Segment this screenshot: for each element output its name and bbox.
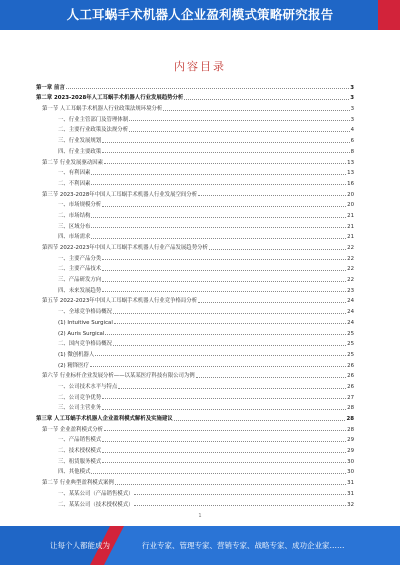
toc-entry[interactable] [36,411,354,422]
toc-leader-dots [196,377,346,378]
toc-entry[interactable] [36,454,354,465]
toc-leader-dots [102,152,349,153]
toc-entry[interactable] [36,198,354,209]
toc-entry[interactable] [36,315,354,326]
toc-entry-page: 3 [350,116,354,123]
toc-leader-dots [90,366,346,367]
toc-leader-dots [102,452,346,453]
toc-entry-page: 23 [347,287,354,294]
toc-entry[interactable] [36,123,354,134]
toc-leader-dots [91,473,346,474]
toc-entry[interactable] [36,144,354,155]
toc-entry-page: 28 [347,405,354,412]
toc-entry-label: 第三节 2023-2028年中国人工耳蜗手术机器人行业发展空间分析 [42,191,198,198]
toc-entry-label: 三、公司主营业务 [58,405,102,412]
toc-entry-label: 第一节 人工耳蜗手术机器人行业政策法规环境分析 [42,106,163,113]
toc-entry-page: 22 [347,266,354,273]
toc-leader-dots [104,430,346,431]
toc-entry-page: 21 [347,223,354,230]
toc-leader-dots [102,441,346,442]
toc-entry-page: 4 [350,127,354,134]
toc-entry-page: 24 [347,309,354,316]
toc-leader-dots [113,345,346,346]
toc-entry-page: 31 [347,480,354,487]
toc-entry[interactable] [36,230,354,241]
toc-leader-dots [91,227,346,228]
toc-heading: 内容目录 [174,60,226,73]
toc-entry-label: 第二节 行业发展驱动因素 [42,159,104,166]
toc-entry-page: 3 [350,106,354,113]
toc-entry-label: (2) 精锋医疗 [58,362,89,369]
toc-leader-dots [95,355,346,356]
toc-entry-page: 20 [347,191,354,198]
toc-entry-label: 二、不利因素 [58,180,91,187]
toc-entry-label: 一、市场规模分析 [58,202,102,209]
toc-entry[interactable] [36,422,354,433]
toc-entry[interactable] [36,251,354,262]
toc-leader-dots [105,334,346,335]
toc-entry[interactable] [36,337,354,348]
toc-leader-dots [91,238,346,239]
toc-entry[interactable] [36,101,354,112]
toc-leader-dots [129,131,349,132]
toc-leader-dots [102,206,346,207]
toc-entry-label: 一、公司技术水平与特点 [58,383,118,390]
toc-entry-label: 一、全球竞争格局概况 [58,309,112,316]
toc-leader-dots [118,388,346,389]
toc-leader-dots [134,505,346,506]
toc-leader-dots [102,409,346,410]
toc-entry[interactable] [36,272,354,283]
toc-leader-dots [129,120,349,121]
toc-entry-page: 25 [347,351,354,358]
toc-leader-dots [104,163,346,164]
toc-leader-dots [102,398,346,399]
toc-entry-label: 第一节 企业盈利模式分析 [42,426,104,433]
toc-leader-dots [102,291,346,292]
toc-leader-dots [102,281,346,282]
toc-entry-label: 第二章 2023-2028年人工耳蜗手术机器人行业发展趋势分析 [36,95,184,102]
toc-entry[interactable] [36,262,354,273]
toc-entry-page: 24 [347,298,354,305]
toc-entry-page: 13 [347,159,354,166]
toc-entry-page: 27 [347,394,354,401]
toc-leader-dots [198,302,346,303]
toc-entry-page: 28 [346,416,354,422]
toc-entry-page: 29 [347,437,354,444]
toc-entry[interactable] [36,166,354,177]
toc-leader-dots [102,462,346,463]
toc-entry-label: 三、行业发展规划 [58,138,102,145]
toc-entry-page: 6 [350,138,354,145]
toc-entry-page: 22 [347,277,354,284]
toc-entry-label: 一、主要产品分类 [58,255,102,262]
toc-entry-label: 第一章 前言 [36,84,65,91]
toc-entry-label: 二、国内竞争格局概况 [58,341,112,348]
header-bar [0,0,400,30]
table-of-contents [36,80,354,508]
toc-entry-page: 28 [347,426,354,433]
toc-entry-page: 16 [347,180,354,187]
toc-leader-dots [114,323,346,324]
toc-entry-page: 26 [347,362,354,369]
toc-entry-page: 25 [347,341,354,348]
toc-entry-label: (1) 微创机器人 [58,351,95,358]
toc-entry[interactable] [36,358,354,369]
toc-leader-dots [102,270,346,271]
toc-leader-dots [91,217,346,218]
toc-entry[interactable] [36,187,354,198]
toc-entry-page: 22 [347,245,354,251]
toc-entry-label: 四、未来发展趋势 [58,287,102,294]
toc-entry[interactable] [36,304,354,315]
toc-entry-page: 30 [347,458,354,465]
toc-entry-page: 3 [350,84,354,91]
toc-entry-label: 二、主要产品技术 [58,266,102,273]
toc-entry-page: 3 [350,95,354,102]
toc-leader-dots [184,99,349,100]
toc-entry[interactable] [36,326,354,337]
toc-entry[interactable] [36,219,354,230]
toc-entry-label: 一、有利因素 [58,170,91,177]
toc-entry[interactable] [36,465,354,476]
toc-entry-page: 22 [347,255,354,262]
toc-entry[interactable] [36,176,354,187]
toc-entry-page: 25 [347,330,354,337]
footer-slogan-left: 让每个人都能成为 [50,541,110,550]
toc-entry-page: 30 [347,469,354,476]
toc-entry-label: 一、某某公司（产品销售模式） [58,490,134,497]
toc-entry-label: 第四节 2022-2023年中国人工耳蜗手术机器人行业产品发展趋势分析 [42,245,208,251]
toc-entry-label: 三、区域分布 [58,223,91,230]
toc-entry[interactable] [36,294,354,305]
toc-entry[interactable] [36,347,354,358]
toc-entry-page: 32 [347,501,354,508]
toc-entry[interactable] [36,497,354,508]
toc-entry[interactable] [36,369,354,380]
toc-leader-dots [113,313,346,314]
toc-leader-dots [91,174,346,175]
toc-entry[interactable] [36,390,354,401]
toc-entry-page: 13 [347,170,354,177]
toc-entry-label: 二、主要行业政策及法规分析 [58,127,129,134]
toc-entry[interactable] [36,112,354,123]
toc-leader-dots [102,259,346,260]
toc-entry-label: 第五节 2022-2023年中国人工耳蜗手术机器人行业竞争格局分析 [42,298,198,305]
toc-entry-page: 31 [347,490,354,497]
toc-entry-page: 24 [347,319,354,326]
toc-entry-page: 21 [347,212,354,219]
toc-entry[interactable] [36,379,354,390]
toc-entry-label: 第三章 人工耳蜗手术机器人企业盈利模式解析及实施建议 [36,416,173,422]
toc-entry-label: 二、某某公司（技术授权模式） [58,501,134,508]
toc-entry-page: 21 [347,234,354,241]
toc-entry-label: 四、市场需求 [58,234,91,241]
toc-leader-dots [174,420,346,421]
toc-entry-label: 四、行业主要政策 [58,148,102,155]
toc-leader-dots [134,494,346,495]
toc-entry[interactable] [36,401,354,412]
toc-entry[interactable] [36,133,354,144]
toc-entry[interactable] [36,433,354,444]
toc-leader-dots [102,142,349,143]
toc-entry[interactable] [36,240,354,251]
toc-entry[interactable] [36,155,354,166]
toc-entry[interactable] [36,475,354,486]
toc-entry-page: 26 [347,373,354,380]
document-title: 人工耳蜗手术机器人企业盈利模式策略研究报告 [66,7,334,22]
footer-slogan-right: 行业专家、管理专家、营销专家、战略专家、成功企业家…… [142,541,345,550]
toc-leader-dots [66,88,349,89]
toc-entry-page: 8 [350,148,354,155]
toc-entry-page: 26 [347,383,354,390]
toc-entry[interactable] [36,443,354,454]
toc-entry-label: 二、技术授权模式 [58,448,102,455]
toc-leader-dots [91,184,346,185]
toc-entry-label: 三、产品研发方向 [58,277,102,284]
toc-entry-label: 第六节 行业标杆企业发展分析——以某某医疗科技有限公司为例 [42,373,195,380]
toc-entry[interactable] [36,486,354,497]
toc-entry-label: 第二节 行业典型盈利模式案例 [42,480,114,487]
toc-entry[interactable] [36,283,354,294]
toc-entry-label: 一、产品销售模式 [58,437,102,444]
toc-entry[interactable] [36,80,354,91]
toc-entry-label: 一、行业主管部门及管理体制 [58,116,129,123]
toc-entry-label: 二、市场结构 [58,212,91,219]
toc-entry-page: 29 [347,448,354,455]
toc-entry[interactable] [36,91,354,102]
toc-entry-label: (2) Auris Surgical [58,330,105,337]
toc-leader-dots [198,195,346,196]
toc-entry[interactable] [36,208,354,219]
page-number: 1 [198,513,202,519]
footer-bar [0,526,400,565]
toc-leader-dots [163,110,349,111]
toc-leader-dots [115,484,346,485]
toc-entry-label: 三、租赁服务模式 [58,458,102,465]
toc-entry-label: 二、公司竞争优势 [58,394,102,401]
toc-entry-page: 20 [347,202,354,209]
toc-entry-label: 四、其他模式 [58,469,91,476]
toc-entry-label: (1) Intuitive Surgical [58,319,113,326]
toc-leader-dots [209,249,346,250]
